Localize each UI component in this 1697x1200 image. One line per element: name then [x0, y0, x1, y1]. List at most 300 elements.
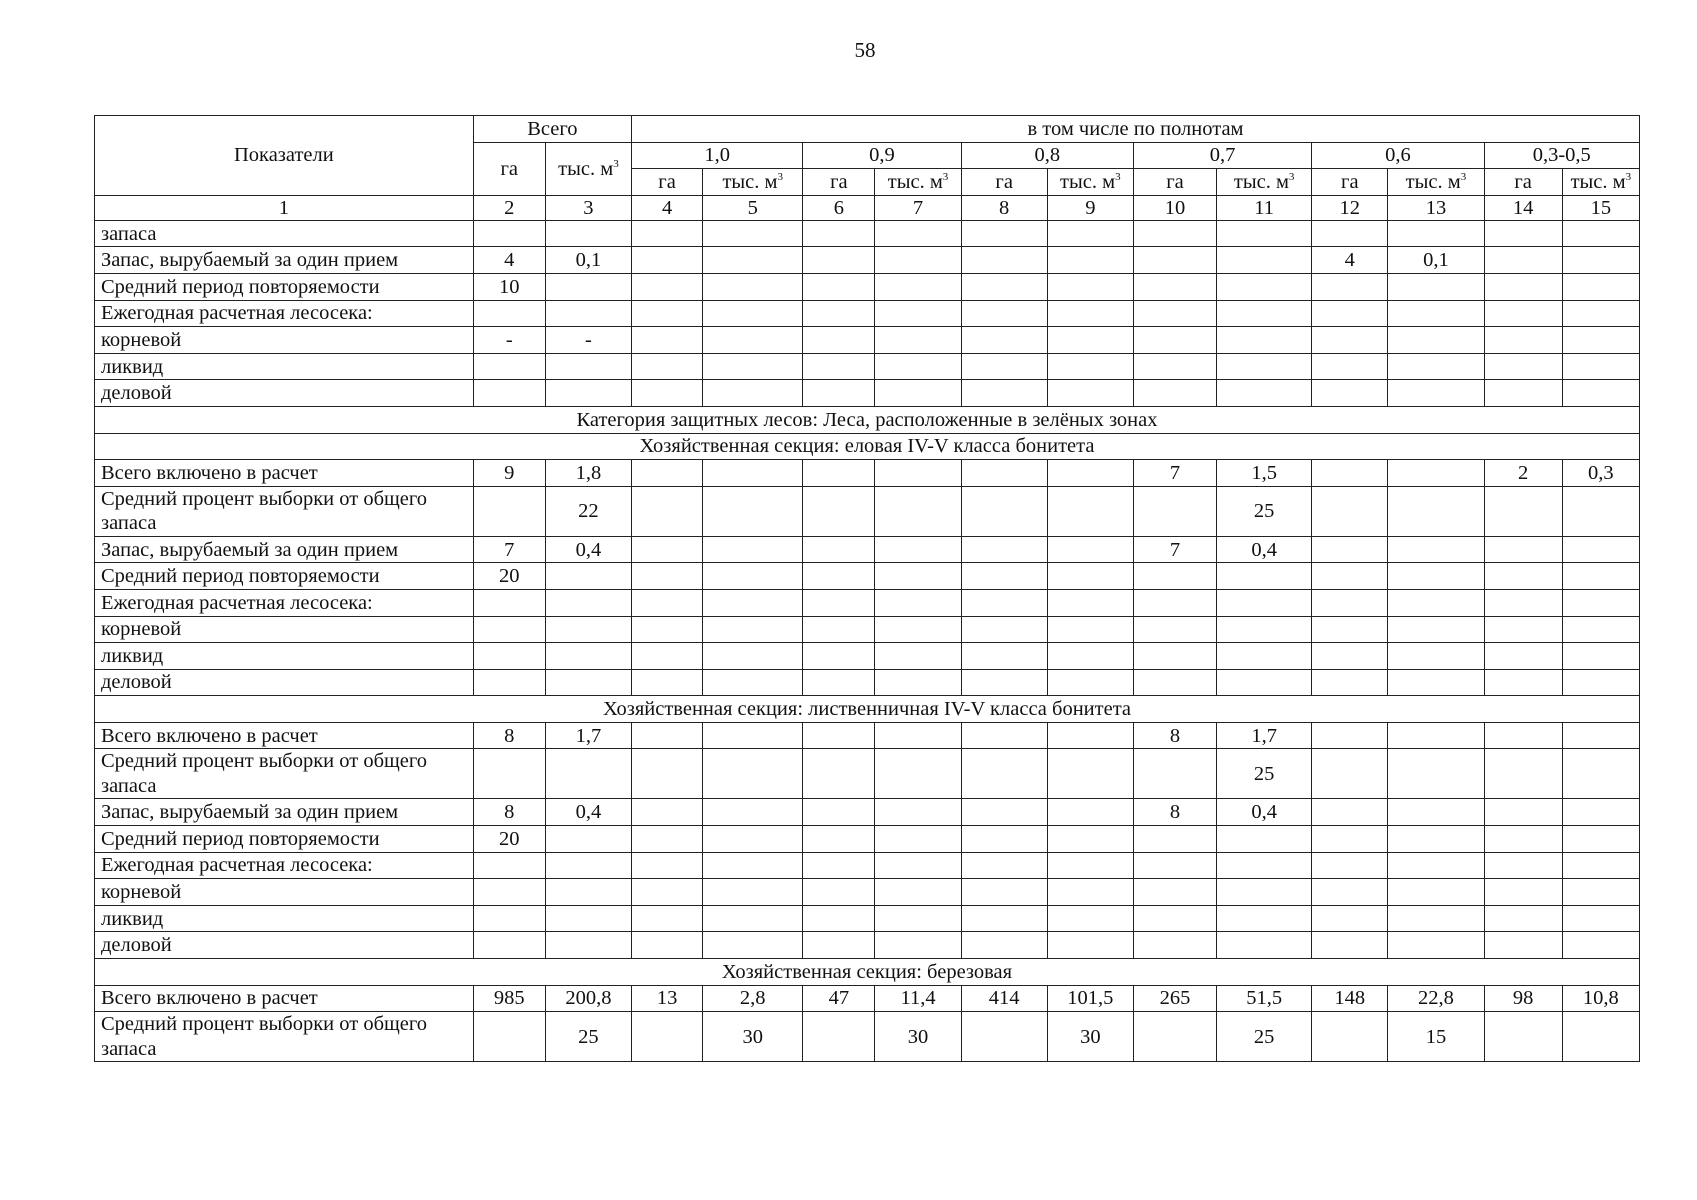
table-cell: 11,4: [875, 985, 961, 1012]
header-density: 0,6: [1312, 142, 1484, 169]
row-label: корневой: [95, 879, 474, 906]
table-row: [95, 247, 1640, 274]
table-cell: 0,3: [1562, 460, 1639, 487]
table-cell: [473, 852, 545, 879]
table-row: [95, 985, 1640, 1012]
table-cell: [1484, 563, 1562, 590]
row-label: Запас, вырубаемый за один прием: [95, 536, 474, 563]
table-cell: 13: [632, 985, 703, 1012]
table-cell: [545, 563, 631, 590]
table-cell: [545, 300, 631, 327]
table-cell: [545, 749, 631, 799]
table-cell: [875, 932, 961, 959]
table-cell: [1217, 852, 1312, 879]
table-cell: 8: [1133, 799, 1216, 826]
table-cell: [703, 486, 803, 536]
table-row: [95, 353, 1640, 380]
table-cell: [875, 353, 961, 380]
table-row: [95, 220, 1640, 247]
table-cell: [1484, 932, 1562, 959]
column-number: 4: [632, 195, 703, 220]
table-cell: 2,8: [703, 985, 803, 1012]
table-cell: [961, 826, 1047, 853]
table-cell: [875, 826, 961, 853]
table-cell: [632, 722, 703, 749]
table-cell: 2: [1484, 460, 1562, 487]
table-cell: 414: [961, 985, 1047, 1012]
column-number: 9: [1047, 195, 1133, 220]
table-cell: [632, 852, 703, 879]
table-cell: [1388, 905, 1484, 932]
table-cell: 1,8: [545, 460, 631, 487]
row-label: запаса: [95, 220, 474, 247]
table-cell: [961, 879, 1047, 906]
table-cell: 1,7: [1217, 722, 1312, 749]
table-cell: [1388, 749, 1484, 799]
header-by-density: в том числе по полнотам: [632, 116, 1640, 143]
row-label: деловой: [95, 380, 474, 407]
table-cell: [1312, 353, 1388, 380]
table-cell: [632, 799, 703, 826]
table-cell: [1484, 799, 1562, 826]
table-cell: [473, 353, 545, 380]
table-cell: [1047, 722, 1133, 749]
table-cell: [1047, 826, 1133, 853]
table-row: [95, 536, 1640, 563]
unit-label: тыс. м: [1060, 170, 1116, 193]
column-number: 6: [803, 195, 875, 220]
table-cell: [1133, 380, 1216, 407]
table-cell: [1047, 852, 1133, 879]
table-cell: [961, 460, 1047, 487]
table-cell: [1312, 273, 1388, 300]
table-cell: 25: [1217, 749, 1312, 799]
header-density: 0,3-0,5: [1484, 142, 1639, 169]
table-cell: [1484, 300, 1562, 327]
table-cell: 0,1: [1388, 247, 1484, 274]
table-cell: 1,5: [1217, 460, 1312, 487]
row-label: ликвид: [95, 905, 474, 932]
table-cell: [1312, 536, 1388, 563]
table-cell: [1562, 247, 1639, 274]
table-cell: 30: [875, 1012, 961, 1062]
table-cell: [1388, 300, 1484, 327]
table-cell: [1047, 486, 1133, 536]
header-indicators: Показатели: [95, 116, 474, 196]
section-row: [95, 433, 1640, 460]
table-row: [95, 669, 1640, 696]
table-cell: [703, 460, 803, 487]
table-cell: [1047, 273, 1133, 300]
table-cell: [703, 380, 803, 407]
table-cell: 200,8: [545, 985, 631, 1012]
table-cell: 265: [1133, 985, 1216, 1012]
table-cell: [1312, 932, 1388, 959]
table-cell: [632, 932, 703, 959]
table-cell: [703, 643, 803, 670]
table-cell: [875, 460, 961, 487]
table-cell: [803, 220, 875, 247]
table-cell: [1388, 669, 1484, 696]
header-unit-ha: га: [1312, 169, 1388, 196]
table-cell: [473, 220, 545, 247]
table-cell: 10: [473, 273, 545, 300]
row-label: корневой: [95, 327, 474, 354]
table-cell: [803, 643, 875, 670]
table-cell: [803, 799, 875, 826]
header-total-vol: [545, 142, 631, 195]
table-header: [95, 116, 1640, 221]
table-cell: [473, 616, 545, 643]
table-row: [95, 486, 1640, 536]
table-cell: [803, 722, 875, 749]
table-cell: [473, 669, 545, 696]
table-cell: [1484, 589, 1562, 616]
table-cell: [1047, 932, 1133, 959]
table-cell: [1047, 879, 1133, 906]
table-cell: [703, 749, 803, 799]
row-label: Средний процент выборки от общего запаса: [95, 486, 474, 536]
table-cell: [961, 616, 1047, 643]
table-cell: [1217, 643, 1312, 670]
column-number: 5: [703, 195, 803, 220]
header-density: 0,8: [961, 142, 1133, 169]
column-number: 15: [1562, 195, 1639, 220]
table-cell: 7: [473, 536, 545, 563]
table-cell: [1217, 327, 1312, 354]
table-cell: [1562, 353, 1639, 380]
table-cell: [1133, 327, 1216, 354]
table-cell: [703, 300, 803, 327]
table-cell: [1133, 247, 1216, 274]
table-cell: [1133, 589, 1216, 616]
table-cell: [1047, 460, 1133, 487]
table-cell: [875, 563, 961, 590]
table-cell: [1562, 1012, 1639, 1062]
header-total: Всего: [473, 116, 631, 143]
table-cell: [961, 380, 1047, 407]
row-label: ликвид: [95, 643, 474, 670]
table-cell: [1133, 826, 1216, 853]
table-cell: [1217, 669, 1312, 696]
table-cell: [1217, 273, 1312, 300]
table-cell: [545, 616, 631, 643]
section-title: Хозяйственная секция: березовая: [95, 959, 1640, 986]
table-cell: [1133, 616, 1216, 643]
table-cell: [632, 879, 703, 906]
table-cell: [1388, 852, 1484, 879]
table-cell: [1217, 932, 1312, 959]
table-row: [95, 643, 1640, 670]
table-cell: [703, 220, 803, 247]
table-cell: [703, 247, 803, 274]
table-cell: [1388, 799, 1484, 826]
table-cell: [632, 1012, 703, 1062]
table-cell: [875, 247, 961, 274]
table-cell: [875, 327, 961, 354]
table-cell: [703, 353, 803, 380]
table-cell: [1562, 669, 1639, 696]
table-cell: [875, 879, 961, 906]
table-cell: [803, 273, 875, 300]
table-cell: [1312, 486, 1388, 536]
table-cell: 98: [1484, 985, 1562, 1012]
table-row: [95, 589, 1640, 616]
table-cell: [1562, 722, 1639, 749]
table-cell: [1217, 563, 1312, 590]
table-cell: [803, 589, 875, 616]
table-cell: [803, 353, 875, 380]
table-cell: [961, 327, 1047, 354]
row-label: ликвид: [95, 353, 474, 380]
table-cell: [1047, 905, 1133, 932]
table-cell: [703, 799, 803, 826]
row-label: Средний процент выборки от общего запаса: [95, 1012, 474, 1062]
table-cell: [1047, 749, 1133, 799]
table-cell: [1484, 353, 1562, 380]
table-cell: [1388, 826, 1484, 853]
table-cell: [1047, 563, 1133, 590]
table-cell: [1217, 300, 1312, 327]
table-cell: [803, 327, 875, 354]
table-cell: 25: [545, 1012, 631, 1062]
table-cell: [1388, 220, 1484, 247]
table-cell: [1217, 220, 1312, 247]
table-cell: [703, 852, 803, 879]
table-cell: [1562, 879, 1639, 906]
table-cell: [1484, 327, 1562, 354]
table-cell: [632, 486, 703, 536]
table-cell: [632, 749, 703, 799]
table-cell: [875, 799, 961, 826]
table-cell: [875, 616, 961, 643]
table-cell: [875, 486, 961, 536]
table-cell: [961, 749, 1047, 799]
table-cell: [1133, 643, 1216, 670]
table-cell: 8: [473, 799, 545, 826]
unit-superscript: 3: [777, 171, 783, 184]
table-cell: [703, 273, 803, 300]
row-label: Запас, вырубаемый за один прием: [95, 799, 474, 826]
table-cell: [1484, 749, 1562, 799]
unit-superscript: 3: [1288, 171, 1295, 184]
table-cell: [703, 327, 803, 354]
unit-superscript: 3: [1460, 171, 1467, 184]
column-number: 13: [1388, 195, 1484, 220]
table-cell: [1133, 905, 1216, 932]
table-cell: [1562, 826, 1639, 853]
unit-label: тыс. м: [558, 157, 614, 180]
table-cell: [632, 616, 703, 643]
table-row: [95, 932, 1640, 959]
table-cell: [1047, 327, 1133, 354]
table-cell: [875, 669, 961, 696]
table-cell: [961, 536, 1047, 563]
table-cell: [803, 826, 875, 853]
table-cell: [1562, 273, 1639, 300]
unit-superscript: 3: [613, 157, 619, 170]
table-cell: [875, 852, 961, 879]
column-number: 10: [1133, 195, 1216, 220]
table-cell: [1133, 486, 1216, 536]
unit-label: тыс. м: [1233, 170, 1289, 193]
table-cell: 0,4: [1217, 799, 1312, 826]
table-cell: [1047, 669, 1133, 696]
table-cell: [545, 905, 631, 932]
table-cell: [1484, 669, 1562, 696]
table-cell: [1047, 220, 1133, 247]
table-cell: [1562, 536, 1639, 563]
table-cell: 9: [473, 460, 545, 487]
table-cell: [1388, 932, 1484, 959]
table-cell: [1312, 879, 1388, 906]
table-cell: [545, 643, 631, 670]
table-cell: 1,7: [545, 722, 631, 749]
row-label: Всего включено в расчет: [95, 722, 474, 749]
column-number: 12: [1312, 195, 1388, 220]
table-row: [95, 380, 1640, 407]
table-cell: [632, 300, 703, 327]
table-cell: [1217, 905, 1312, 932]
column-number: 3: [545, 195, 631, 220]
table-cell: [1562, 643, 1639, 670]
column-numbers-row: [95, 195, 1640, 220]
table-row: [95, 273, 1640, 300]
table-cell: 0,4: [545, 799, 631, 826]
table-cell: [545, 826, 631, 853]
table-row: [95, 327, 1640, 354]
table-cell: 7: [1133, 536, 1216, 563]
table-cell: [1388, 380, 1484, 407]
table-cell: [1388, 353, 1484, 380]
table-row: [95, 826, 1640, 853]
table-cell: 25: [1217, 1012, 1312, 1062]
row-label: Средний процент выборки от общего запаса: [95, 749, 474, 799]
table-cell: [632, 826, 703, 853]
row-label: Средний период повторяемости: [95, 563, 474, 590]
row-label: Средний период повторяемости: [95, 273, 474, 300]
table-cell: [545, 852, 631, 879]
row-label: деловой: [95, 669, 474, 696]
table-cell: [1562, 220, 1639, 247]
table-cell: [473, 589, 545, 616]
table-cell: [1217, 589, 1312, 616]
section-title: Категория защитных лесов: Леса, расположенные в зелёных зонах: [95, 406, 1640, 433]
row-label: Средний период повторяемости: [95, 826, 474, 853]
table-cell: [1217, 353, 1312, 380]
table-cell: 22: [545, 486, 631, 536]
table-cell: [961, 722, 1047, 749]
table-cell: [803, 669, 875, 696]
table-cell: [1133, 749, 1216, 799]
table-row: [95, 460, 1640, 487]
table-cell: [703, 536, 803, 563]
table-cell: [1562, 300, 1639, 327]
table-cell: 51,5: [1217, 985, 1312, 1012]
table-cell: [961, 273, 1047, 300]
table-cell: [473, 905, 545, 932]
table-cell: [1312, 722, 1388, 749]
table-cell: [875, 380, 961, 407]
header-unit-ha: га: [803, 169, 875, 196]
table-row: [95, 749, 1640, 799]
table-cell: [803, 300, 875, 327]
table-cell: [1047, 643, 1133, 670]
table-cell: [545, 380, 631, 407]
table-cell: [473, 486, 545, 536]
table-cell: [1133, 1012, 1216, 1062]
table-cell: [632, 536, 703, 563]
column-number: 1: [95, 195, 474, 220]
section-title: Хозяйственная секция: лиственничная IV-V класса бонитета: [95, 696, 1640, 723]
table-cell: 4: [1312, 247, 1388, 274]
table-cell: [1562, 327, 1639, 354]
table-cell: 10,8: [1562, 985, 1639, 1012]
table-cell: [875, 273, 961, 300]
header-unit-vol: [875, 169, 961, 196]
table-cell: [1312, 220, 1388, 247]
table-cell: [1312, 563, 1388, 590]
table-cell: [1133, 563, 1216, 590]
table-cell: [961, 486, 1047, 536]
table-cell: [1217, 826, 1312, 853]
table-cell: [1133, 300, 1216, 327]
table-cell: [1133, 220, 1216, 247]
table-cell: [703, 932, 803, 959]
table-cell: [703, 905, 803, 932]
row-label: Ежегодная расчетная лесосека:: [95, 589, 474, 616]
column-number: 8: [961, 195, 1047, 220]
header-unit-ha: га: [961, 169, 1047, 196]
table-cell: [1388, 643, 1484, 670]
row-label: Ежегодная расчетная лесосека:: [95, 852, 474, 879]
table-cell: [875, 536, 961, 563]
table-cell: [1484, 380, 1562, 407]
table-cell: [1388, 722, 1484, 749]
table-row: [95, 300, 1640, 327]
table-cell: [961, 300, 1047, 327]
header-unit-vol: [1562, 169, 1639, 196]
table-cell: [803, 852, 875, 879]
table-cell: [473, 1012, 545, 1062]
table-cell: [473, 749, 545, 799]
table-cell: [1312, 643, 1388, 670]
table-cell: [961, 852, 1047, 879]
table-cell: [1562, 380, 1639, 407]
table-cell: [703, 879, 803, 906]
table-cell: 8: [1133, 722, 1216, 749]
unit-label: тыс. м: [1570, 170, 1626, 193]
table-cell: [1217, 247, 1312, 274]
table-cell: [1312, 826, 1388, 853]
header-unit-vol: [1047, 169, 1133, 196]
header-unit-ha: га: [1484, 169, 1562, 196]
column-number: 7: [875, 195, 961, 220]
header-unit-vol: [703, 169, 803, 196]
header-density: 0,7: [1133, 142, 1311, 169]
table-cell: [803, 1012, 875, 1062]
table-cell: [1312, 460, 1388, 487]
table-cell: [1484, 486, 1562, 536]
table-cell: [1388, 486, 1484, 536]
table-cell: [875, 220, 961, 247]
table-cell: [632, 247, 703, 274]
table-cell: [961, 353, 1047, 380]
table-cell: [1312, 380, 1388, 407]
row-label: деловой: [95, 932, 474, 959]
table-cell: [473, 380, 545, 407]
header-density: 1,0: [632, 142, 803, 169]
